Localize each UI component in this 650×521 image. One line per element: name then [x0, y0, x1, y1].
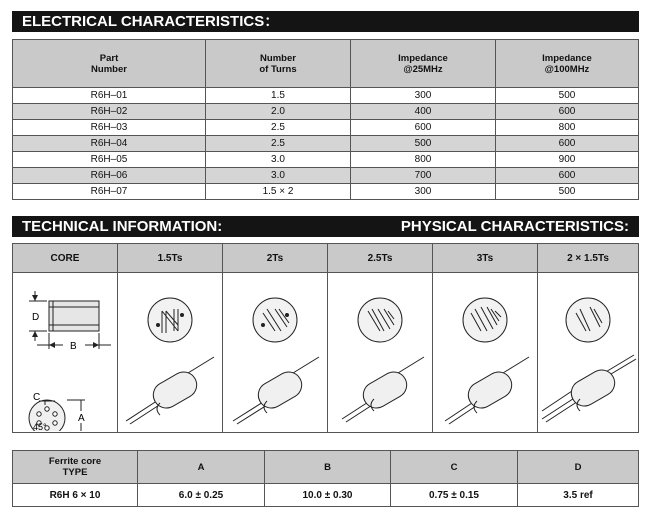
winding-2-turns-drawing [223, 273, 327, 431]
table-row [13, 88, 639, 104]
part-number-cell: R6H–06 [13, 168, 206, 184]
header-2x1-5-turns: 2 × 1.5Ts [538, 244, 639, 273]
header-line: TYPE [62, 467, 88, 478]
header-2-turns: 2Ts [223, 244, 328, 273]
header-impedance-100mhz [496, 40, 639, 88]
electrical-header-row [13, 40, 639, 88]
impedance-100-cell: 600 [496, 136, 639, 152]
turns-cell: 1.5 × 2 [206, 184, 351, 200]
turns-cell: 3.0 [206, 168, 351, 184]
header-c: C [391, 451, 518, 484]
table-row [13, 136, 639, 152]
impedance-25-cell: 300 [351, 88, 496, 104]
header-line: Impedance [398, 52, 448, 64]
electrical-section-title: ELECTRICAL CHARACTERISTICS： [22, 13, 280, 30]
dim-label-a: A [78, 413, 85, 424]
part-number-cell: R6H–04 [13, 136, 206, 152]
electrical-characteristics-table [12, 39, 639, 200]
table-row [13, 120, 639, 136]
turns-cell: 2.0 [206, 104, 351, 120]
winding-2x1-5-turns-cell [538, 273, 639, 433]
winding-3-turns-drawing [433, 273, 537, 431]
table-row [13, 152, 639, 168]
table-row [13, 104, 639, 120]
impedance-100-cell: 600 [496, 168, 639, 184]
header-d: D [518, 451, 639, 484]
table-row [13, 168, 639, 184]
winding-2-turns-cell [223, 273, 328, 433]
impedance-100-cell: 500 [496, 88, 639, 104]
header-3-turns: 3Ts [433, 244, 538, 273]
electrical-characteristics-banner [12, 11, 639, 32]
turns-cell: 2.5 [206, 136, 351, 152]
header-part-number [13, 40, 206, 88]
dim-a-cell: 6.0 ± 0.25 [138, 484, 265, 507]
part-number-cell: R6H–02 [13, 104, 206, 120]
impedance-25-cell: 300 [351, 184, 496, 200]
part-number-cell: R6H–03 [13, 120, 206, 136]
core-dimension-drawing-cell [13, 273, 118, 433]
dim-label-c: C [33, 392, 41, 403]
header-core: CORE [13, 244, 118, 273]
header-line: Impedance [542, 52, 592, 64]
header-ferrite-core-type [13, 451, 138, 484]
physical-section-title: PHYSICAL CHARACTERISTICS: [400, 218, 629, 235]
header-2-5-turns: 2.5Ts [328, 244, 433, 273]
winding-2-5-turns-drawing [328, 273, 432, 431]
part-number-cell: R6H–01 [13, 88, 206, 104]
impedance-25-cell: 500 [351, 136, 496, 152]
table-row [13, 184, 639, 200]
impedance-100-cell: 500 [496, 184, 639, 200]
dim-label-angle: 45° [33, 422, 47, 431]
dim-d-cell: 3.5 ref [518, 484, 639, 507]
header-number-of-turns [206, 40, 351, 88]
turns-cell: 3.0 [206, 152, 351, 168]
dim-b-cell: 10.0 ± 0.30 [265, 484, 391, 507]
core-type-cell: R6H 6 × 10 [13, 484, 138, 507]
header-line: Ferrite core [48, 456, 102, 467]
physical-characteristics-table [12, 450, 639, 507]
impedance-25-cell: 700 [351, 168, 496, 184]
header-line: Number [260, 52, 296, 64]
dim-label-d: D [32, 312, 40, 323]
part-number-cell: R6H–07 [13, 184, 206, 200]
winding-2x1-5-turns-drawing [538, 273, 638, 431]
technical-physical-banner [12, 216, 639, 237]
winding-3-turns-cell [433, 273, 538, 433]
header-a: A [138, 451, 265, 484]
winding-1-5-turns-drawing [118, 273, 222, 431]
header-line: Part [99, 52, 119, 64]
header-line: @100MHz [544, 63, 590, 75]
header-impedance-25mhz [351, 40, 496, 88]
table-row [13, 484, 639, 507]
header-line: of Turns [259, 63, 297, 75]
technical-drawing-row [13, 273, 639, 433]
turns-cell: 1.5 [206, 88, 351, 104]
header-line: @25MHz [403, 63, 443, 75]
impedance-100-cell: 900 [496, 152, 639, 168]
technical-section-title: TECHNICAL INFORMATION: [22, 218, 223, 235]
header-line: Number [91, 63, 127, 75]
impedance-25-cell: 400 [351, 104, 496, 120]
header-b: B [265, 451, 391, 484]
part-number-cell: R6H–05 [13, 152, 206, 168]
turns-cell: 2.5 [206, 120, 351, 136]
winding-1-5-turns-cell [118, 273, 223, 433]
winding-2-5-turns-cell [328, 273, 433, 433]
technical-information-table [12, 243, 639, 433]
technical-header-row [13, 244, 639, 273]
dim-label-b: B [70, 341, 77, 352]
impedance-100-cell: 800 [496, 120, 639, 136]
dim-c-cell: 0.75 ± 0.15 [391, 484, 518, 507]
header-1-5-turns: 1.5Ts [118, 244, 223, 273]
physical-header-row [13, 451, 639, 484]
impedance-25-cell: 600 [351, 120, 496, 136]
core-dimension-drawing [13, 273, 117, 431]
impedance-25-cell: 800 [351, 152, 496, 168]
impedance-100-cell: 600 [496, 104, 639, 120]
